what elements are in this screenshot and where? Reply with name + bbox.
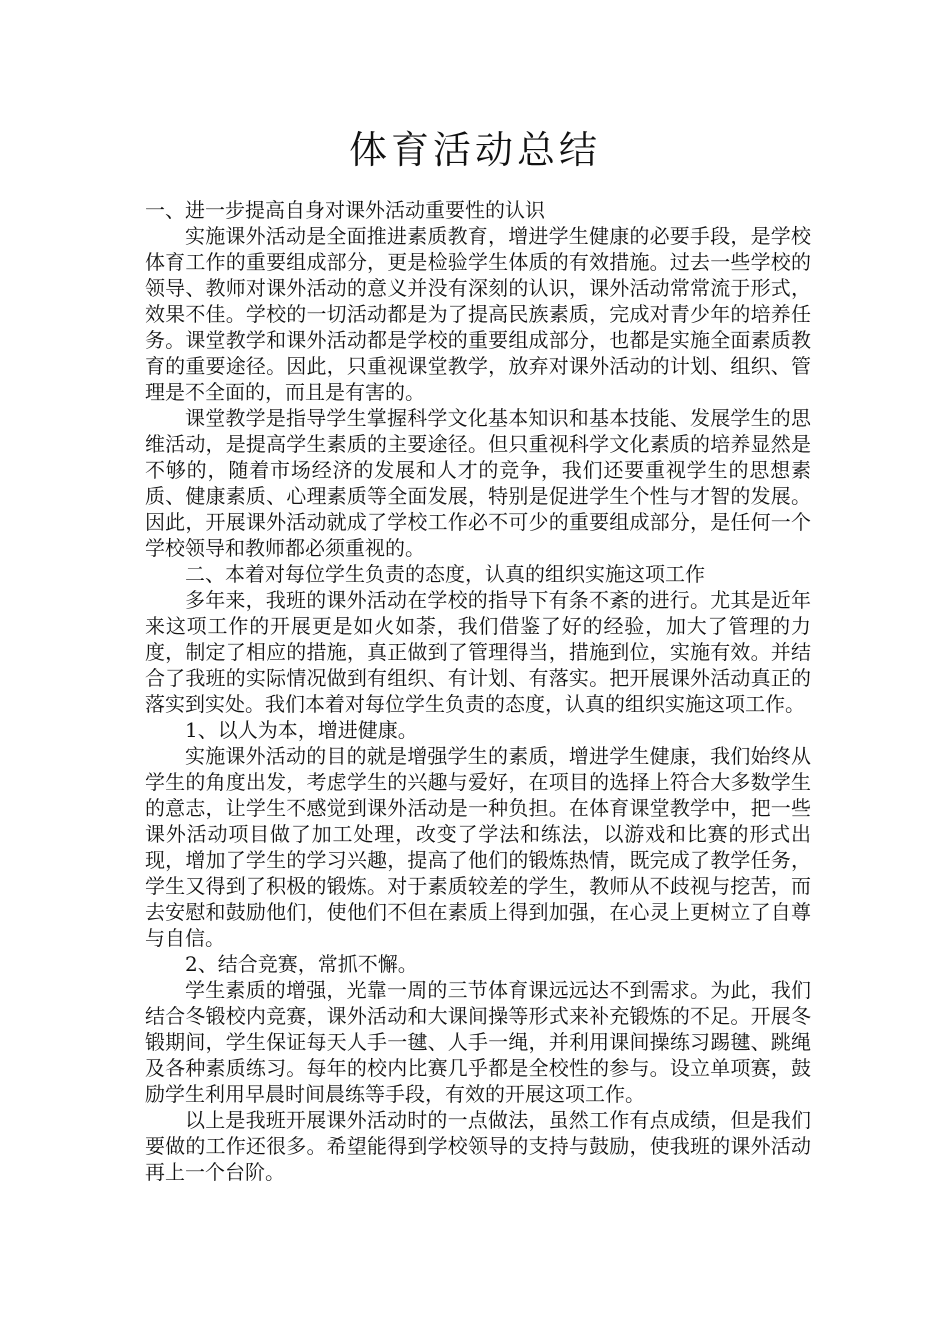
body-paragraph: 实施课外活动的目的就是增强学生的素质，增进学生健康，我们始终从学生的角度出发，考虑学生的兴趣与爱好，在项目的选择上符合大多数学生的意志，让学生不感觉到课外活动是一种负担。在体育课堂教学中，把一些课外活动项目做了加工处理，改变了学法和练法，以游戏和比赛的形式出现，增加了学生的学习兴趣，提高了他们的锻炼热情，既完成了教学任务，学生又得到了积极的锻炼。对于素质较差的学生，教师从不歧视与挖苦，而去安慰和鼓励他们，使他们不但在素质上得到加强，在心灵上更树立了自尊与自信。	[145, 744, 811, 950]
subheading-2: 2、结合竞赛，常抓不懈。	[185, 952, 418, 976]
section-heading-2: 二、本着对每位学生负责的态度，认真的组织实施这项工作	[185, 562, 705, 586]
body-paragraph: 学生素质的增强，光靠一周的三节体育课远远达不到需求。为此，我们结合冬锻校内竞赛，课外活动和大课间操等形式来补充锻炼的不足。开展冬锻期间，学生保证每天人手一毽、人手一绳，并利用课间操练习踢毽、跳绳及各种素质练习。每年的校内比赛几乎都是全校性的参与。设立单项赛，鼓励学生利用早晨时间晨练等手段，有效的开展这项工作。	[145, 978, 811, 1106]
subheading-1: 1、以人为本，增进健康。	[185, 718, 418, 742]
body-paragraph: 课堂教学是指导学生掌握科学文化基本知识和基本技能、发展学生的思维活动，是提高学生素质的主要途径。但只重视科学文化素质的培养显然是不够的，随着市场经济的发展和人才的竞争，我们还要重视学生的思想素质、健康素质、心理素质等全面发展，特别是促进学生个性与才智的发展。因此，开展课外活动就成了学校工作必不可少的重要组成部分，是任何一个学校领导和教师都必须重视的。	[145, 406, 811, 560]
body-paragraph: 多年来，我班的课外活动在学校的指导下有条不紊的进行。尤其是近年来这项工作的开展更是如火如荼，我们借鉴了好的经验，加大了管理的力度，制定了相应的措施，真正做到了管理得当，措施到位，实施有效。并结合了我班的实际情况做到有组织、有计划、有落实。把开展课外活动真正的落实到实处。我们本着对每位学生负责的态度，认真的组织实施这项工作。	[145, 588, 811, 716]
document-body	[145, 197, 811, 1185]
document-title: 体育活动总结	[348, 128, 601, 172]
body-paragraph: 实施课外活动是全面推进素质教育，增进学生健康的必要手段，是学校体育工作的重要组成部分，更是检验学生体质的有效措施。过去一些学校的领导、教师对课外活动的意义并没有深刻的认识，课外活动常常流于形式，效果不佳。学校的一切活动都是为了提高民族素质，完成对青少年的培养任务。课堂教学和课外活动都是学校的重要组成部分，也都是实施全面素质教育的重要途径。因此，只重视课堂教学，放弃对课外活动的计划、组织、管理是不全面的，而且是有害的。	[145, 224, 811, 404]
section-heading-1: 一、进一步提高自身对课外活动重要性的认识	[145, 198, 545, 222]
closing-paragraph: 以上是我班开展课外活动时的一点做法，虽然工作有点成绩，但是我们要做的工作还很多。希望能得到学校领导的支持与鼓励，使我班的课外活动再上一个台阶。	[145, 1108, 811, 1184]
